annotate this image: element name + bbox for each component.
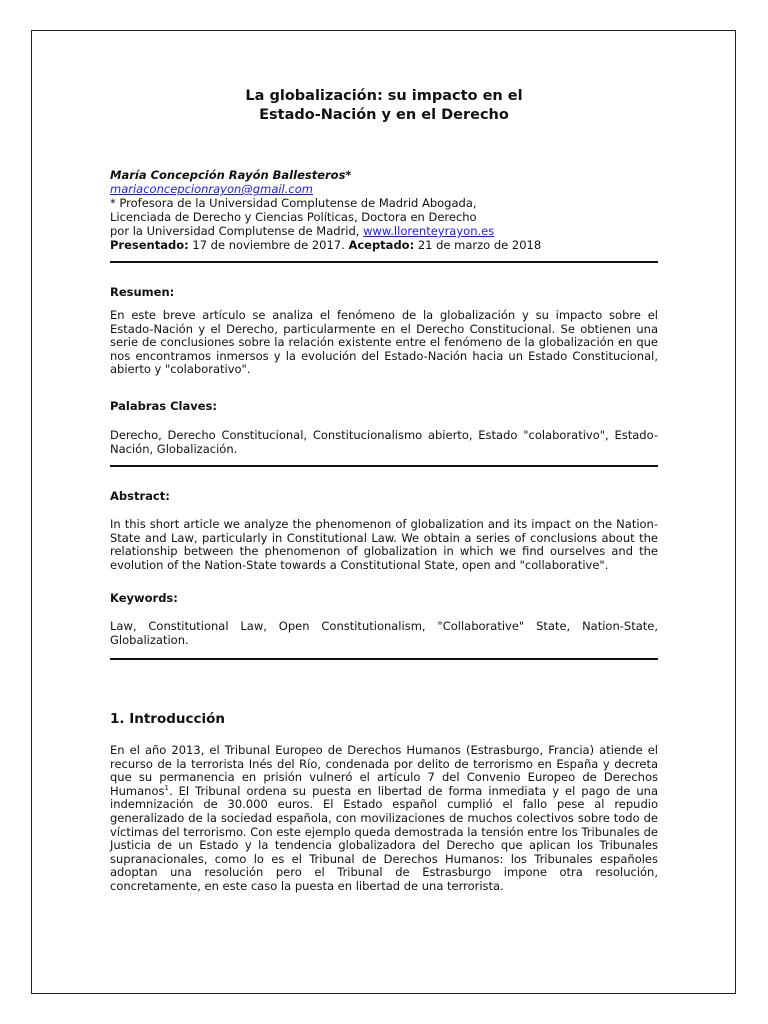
affiliation-website-link[interactable]: www.llorenteyrayon.es: [363, 224, 495, 238]
abstract-heading: Abstract:: [110, 489, 170, 503]
intro-text-part-2: . El Tribunal ordena su puesta en libertad de forma inmediata y el pago de una indemnización de 30.000 euros. El Estado español cumplió el fallo pese al repudio generalizado de la sociedad española, con movilizaciones de muchos colectivos sobre todo de víctimas del terrorismo. Con este ejemplo queda demostrada la tensión entre los Tribunales de Justicia de un Estado y la tendencia globalizadora del Derecho que aplican los Tribunales supranacionales, como lo es el Tribunal de Derechos Humanos: los Tribunales españoles adoptan una resolución pero el Tribunal de Estrasburgo impone otra resolución, concretamente, en este caso la puesta en libertad de una terrorista.: [110, 783, 658, 893]
palabras-claves-heading: Palabras Claves:: [110, 399, 217, 413]
affiliation-line: [110, 224, 658, 238]
submission-dates: [110, 238, 658, 252]
author-name: María Concepción Rayón Ballesteros*: [110, 168, 352, 182]
paper-title-line-2: Estado-Nación y en el Derecho: [259, 107, 509, 123]
paper-title-line-1: La globalización: su impacto en el: [245, 88, 523, 104]
resumen-heading: Resumen:: [110, 285, 175, 299]
intro-text-part-1: En el año 2013, el Tribunal Europeo de Derechos Humanos (Estrasburgo, Francia) atiende el recurso de la terrorista Inés del Río, condenada por delito de terrorismo en España y decreta que su permanencia en prisión vulneró el artículo 7 del Convenio Europeo de Derechos Humanos: [110, 743, 658, 798]
palabras-claves-text: Derecho, Derecho Constitucional, Constitucionalismo abierto, Estado "colaborativo", Estado-Nación, Globalización.: [110, 428, 658, 456]
presented-date: 17 de noviembre de 2017.: [188, 238, 349, 252]
keywords-heading: Keywords:: [110, 591, 178, 605]
section-divider: [110, 261, 658, 263]
abstract-text: In this short article we analyze the phenomenon of globalization and its impact on the Nation-State and Law, particularly in Constitutional Law. We obtain a series of conclusions about the relationship between the phenomenon of globalization in which we find ourselves and the evolution of the Nation-State towards a Constitutional State, open and "collaborative".: [110, 517, 658, 572]
section-divider: [110, 465, 658, 467]
resumen-text: En este breve artículo se analiza el fenómeno de la globalización y su impacto sobre el Estado-Nación y el Derecho, particularmente en el Derecho Constitucional. Se obtienen una serie de conclusiones sobre la relación existente entre el fenómeno de la globalización en que nos encontramos inmersos y la evolución del Estado-Nación hacia un Estado Constitucional, abierto y "colaborativo".: [110, 308, 658, 376]
accepted-label: Aceptado:: [348, 238, 415, 252]
section-divider: [110, 658, 658, 660]
presented-label: Presentado:: [110, 238, 189, 252]
affiliation-line: Licenciada de Derecho y Ciencias Políticas, Doctora en Derecho: [110, 210, 477, 224]
affiliation-prefix: por la Universidad Complutense de Madrid,: [110, 224, 364, 238]
author-email-link[interactable]: mariaconcepcionrayon@gmail.com: [110, 182, 313, 196]
keywords-text: Law, Constitutional Law, Open Constitutionalism, "Collaborative" State, Nation-State, Globalization.: [110, 619, 658, 647]
footnote-reference[interactable]: 1: [164, 783, 169, 792]
introduction-text: [110, 744, 658, 894]
affiliation-line: * Profesora de la Universidad Complutense de Madrid Abogada,: [110, 196, 477, 210]
author-affiliation: [110, 196, 658, 238]
accepted-date: 21 de marzo de 2018: [414, 238, 542, 252]
introduction-heading: 1. Introducción: [110, 711, 226, 727]
